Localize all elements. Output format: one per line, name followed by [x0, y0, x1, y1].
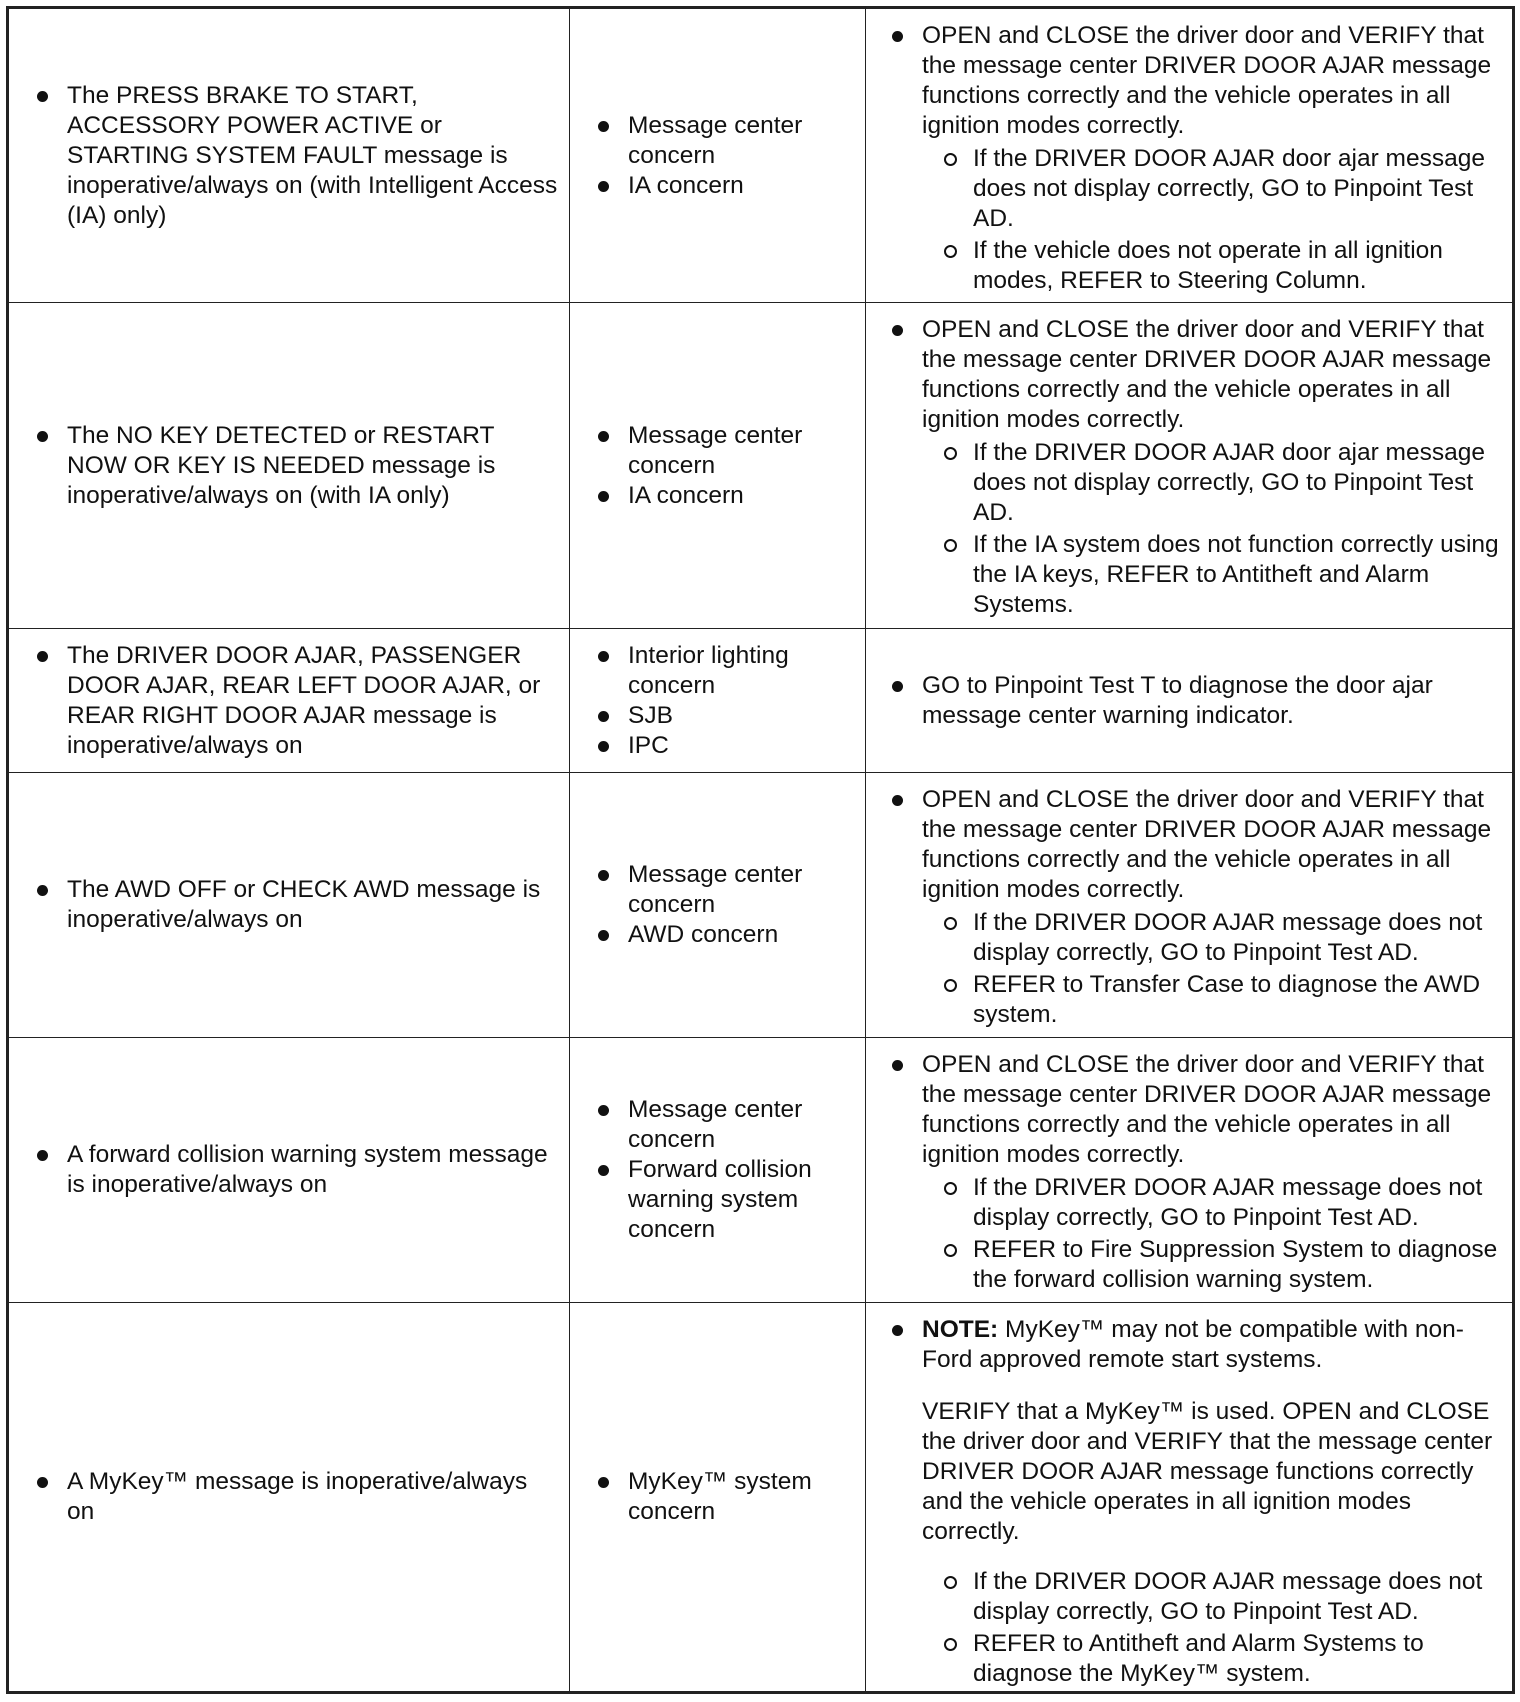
table-row — [8, 1303, 1514, 1693]
cause-item: IA concern — [596, 171, 853, 201]
action-subitem: REFER to Transfer Case to diagnose the AWD system. — [942, 970, 1502, 1030]
action-subitem: If the IA system does not function correctly using the IA keys, REFER to Antitheft and Alarm Systems. — [942, 530, 1502, 620]
condition-cell — [8, 303, 570, 629]
condition-text: The DRIVER DOOR AJAR, PASSENGER DOOR AJAR, REAR LEFT DOOR AJAR, or REAR RIGHT DOOR AJAR message is inoperative/always on — [35, 641, 559, 761]
condition-cell — [8, 1303, 570, 1693]
action-text: OPEN and CLOSE the driver door and VERIFY that the message center DRIVER DOOR AJAR message functions correctly and the vehicle operates in all ignition modes correctly. — [922, 1051, 1492, 1168]
action-item — [890, 1315, 1502, 1689]
condition-text: The PRESS BRAKE TO START, ACCESSORY POWER ACTIVE or STARTING SYSTEM FAULT message is inoperative/always on (with Intelligent Access (IA) only) — [35, 81, 559, 231]
action-cell — [866, 303, 1514, 629]
table-row — [8, 773, 1514, 1038]
action-cell — [866, 8, 1514, 303]
action-text: GO to Pinpoint Test T to diagnose the door ajar message center warning indicator. — [922, 671, 1433, 729]
action-cell — [866, 773, 1514, 1038]
cause-item: IA concern — [596, 481, 853, 511]
action-item — [890, 21, 1502, 296]
cause-item: AWD concern — [596, 920, 853, 950]
action-subitem: If the DRIVER DOOR AJAR message does not display correctly, GO to Pinpoint Test AD. — [942, 908, 1502, 968]
action-subitem: If the DRIVER DOOR AJAR door ajar message does not display correctly, GO to Pinpoint Test AD. — [942, 144, 1502, 234]
action-item — [890, 1050, 1502, 1295]
cause-item: Message center concern — [596, 860, 853, 920]
condition-text: A forward collision warning system message is inoperative/always on — [35, 1140, 559, 1200]
cause-cell — [570, 303, 866, 629]
action-subitem: If the DRIVER DOOR AJAR message does not display correctly, GO to Pinpoint Test AD. — [942, 1567, 1502, 1627]
cause-cell — [570, 629, 866, 773]
action-text: OPEN and CLOSE the driver door and VERIFY that the message center DRIVER DOOR AJAR message functions correctly and the vehicle operates in all ignition modes correctly. — [922, 786, 1492, 903]
condition-text: The NO KEY DETECTED or RESTART NOW OR KEY IS NEEDED message is inoperative/always on (with IA only) — [35, 421, 559, 511]
note-text: MyKey™ may not be compatible with non-Ford approved remote start systems. — [922, 1316, 1464, 1373]
diagnosis-table — [6, 6, 1515, 1694]
cause-item: SJB — [596, 701, 853, 731]
action-cell — [866, 1038, 1514, 1303]
cause-item: Message center concern — [596, 421, 853, 481]
cause-item: IPC — [596, 731, 853, 761]
action-item — [890, 785, 1502, 1030]
cause-cell — [570, 1038, 866, 1303]
action-item — [890, 315, 1502, 620]
note-paragraph — [922, 1315, 1502, 1375]
action-cell — [866, 1303, 1514, 1693]
cause-cell — [570, 8, 866, 303]
cause-item: Forward collision warning system concern — [596, 1155, 853, 1245]
cause-item: Interior lighting concern — [596, 641, 853, 701]
cause-cell — [570, 1303, 866, 1693]
action-text: VERIFY that a MyKey™ is used. OPEN and CLOSE the driver door and VERIFY that the message center DRIVER DOOR AJAR message functions correctly and the vehicle operates in all ignition modes correctly. — [922, 1398, 1493, 1545]
table-row — [8, 8, 1514, 303]
action-item — [890, 671, 1502, 731]
condition-cell — [8, 773, 570, 1038]
condition-text: A MyKey™ message is inoperative/always on — [35, 1467, 559, 1527]
condition-cell — [8, 629, 570, 773]
cause-item: Message center concern — [596, 111, 853, 171]
table-row — [8, 303, 1514, 629]
condition-text: The AWD OFF or CHECK AWD message is inoperative/always on — [35, 875, 559, 935]
table-row — [8, 629, 1514, 773]
note-label: NOTE: — [922, 1316, 999, 1343]
action-subitem: REFER to Fire Suppression System to diagnose the forward collision warning system. — [942, 1235, 1502, 1295]
action-subitem: If the DRIVER DOOR AJAR message does not display correctly, GO to Pinpoint Test AD. — [942, 1173, 1502, 1233]
condition-cell — [8, 1038, 570, 1303]
cause-item: MyKey™ system concern — [596, 1467, 853, 1527]
action-subitem: If the vehicle does not operate in all ignition modes, REFER to Steering Column. — [942, 236, 1502, 296]
condition-cell — [8, 8, 570, 303]
action-cell — [866, 629, 1514, 773]
table-row — [8, 1038, 1514, 1303]
action-text: OPEN and CLOSE the driver door and VERIFY that the message center DRIVER DOOR AJAR message functions correctly and the vehicle operates in all ignition modes correctly. — [922, 22, 1492, 139]
cause-cell — [570, 773, 866, 1038]
action-text: OPEN and CLOSE the driver door and VERIFY that the message center DRIVER DOOR AJAR message functions correctly and the vehicle operates in all ignition modes correctly. — [922, 316, 1492, 433]
action-subitem: If the DRIVER DOOR AJAR door ajar message does not display correctly, GO to Pinpoint Test AD. — [942, 438, 1502, 528]
action-subitem: REFER to Antitheft and Alarm Systems to diagnose the MyKey™ system. — [942, 1629, 1502, 1689]
cause-item: Message center concern — [596, 1095, 853, 1155]
